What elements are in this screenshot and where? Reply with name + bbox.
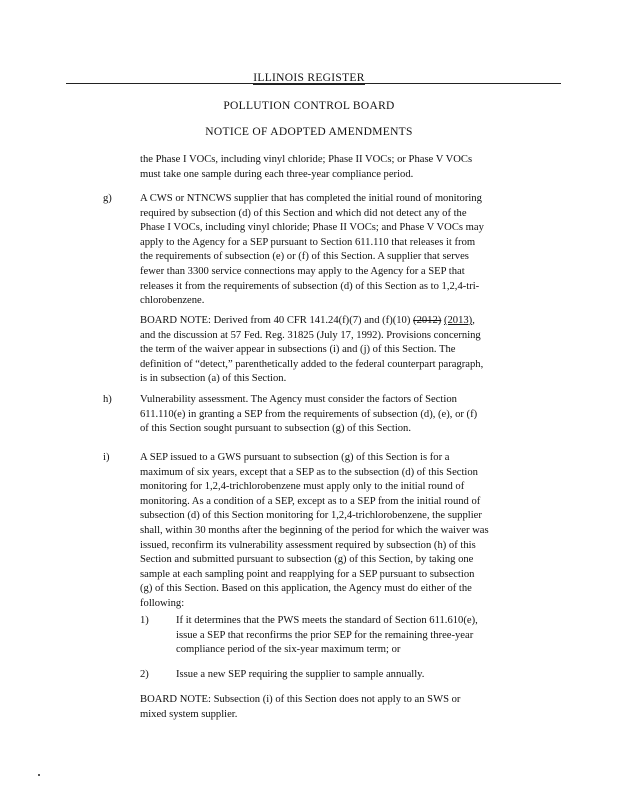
text-line: issue a SEP that reconfirms the prior SEP for the remaining three-year [176, 629, 474, 641]
register-title: ILLINOIS REGISTER [253, 72, 365, 84]
board-title: POLLUTION CONTROL BOARD [223, 100, 395, 112]
text-line: Section and submitted pursuant to subsection (g) of this Section, by taking one [140, 554, 474, 566]
text-line: maximum of six years, except that a SEP as to the subsection (d) of this Section [140, 466, 478, 478]
text-line: Issue a new SEP requiring the supplier to sample annually. [176, 669, 425, 680]
text-line: required by subsection (d) of this Section and which did not detect any of the [140, 207, 467, 219]
text-line: and the discussion at 57 Fed. Reg. 31825 (July 17, 1992). Provisions concerning [140, 329, 481, 341]
inserted-text: (2013) [443, 315, 473, 326]
struck-text: (2012) [413, 315, 442, 326]
text-line: BOARD NOTE: Derived from 40 CFR 141.24(f)(7) and (f)(10) (2012) (2013), [140, 315, 475, 326]
item-2-label: 2) [140, 669, 149, 680]
text-line: following: [140, 597, 185, 609]
subsection-i-label: i) [103, 452, 110, 463]
text-line: the Phase I VOCs, including vinyl chloride; Phase II VOCs; or Phase V VOCs [140, 154, 473, 165]
text-line: the requirements of subsection (e) or (f) of this Section. A supplier that serves [140, 251, 469, 263]
text-line: mixed system supplier. [140, 708, 238, 720]
text-line: monitoring for 1,2,4-trichlorobenzene must apply only to the initial round of [140, 481, 465, 493]
text-line: monitoring. As a condition of a SEP, except as to a SEP from the initial round of [140, 495, 481, 507]
text-line: is in subsection (a) of this Section. [140, 373, 287, 385]
item-1-text [176, 614, 478, 658]
notice-title: NOTICE OF ADOPTED AMENDMENTS [205, 126, 413, 138]
text-line: Vulnerability assessment. The Agency must consider the factors of Section [140, 394, 457, 405]
item-1-label: 1) [140, 615, 149, 626]
text-line: A CWS or NTNCWS supplier that has completed the initial round of monitoring [140, 193, 482, 204]
text-line: issued, reconfirm its vulnerability assessment required by subsection (h) of this [140, 539, 476, 551]
text-line: shall, within 30 months after the beginning of the period for which the waiver was [140, 524, 489, 536]
text-line: releases it from the requirements of subsection (d) of this Section as to 1,2,4-tri- [140, 280, 480, 292]
subsection-g-label: g) [103, 193, 112, 204]
intro-paragraph [140, 153, 472, 182]
board-note-2 [140, 693, 460, 722]
subsection-g-text [140, 192, 484, 309]
text-line: of this Section sought pursuant to subsection (g) of this Section. [140, 423, 411, 435]
text-line: definition of “detect,” parenthetically added to the federal counterpart paragraph, [140, 358, 484, 370]
item-2-text [176, 668, 424, 683]
text-line: subsection (d) of this Section monitoring for 1,2,4-trichlorobenzene, the supplier [140, 510, 482, 522]
text-line: apply to the Agency for a SEP pursuant to Section 611.110 that releases it from [140, 236, 476, 248]
text-line: sample at each sampling point and reapplying for a SEP pursuant to subsection [140, 568, 475, 580]
text-line: must take one sample during each three-year compliance period. [140, 168, 414, 180]
text-line: compliance period of the six-year maximum term; or [176, 644, 401, 656]
scan-speck [38, 774, 40, 776]
text-line: Phase I VOCs, including vinyl chloride; Phase II VOCs; and Phase V VOCs may [140, 222, 484, 234]
subsection-h-text [140, 393, 477, 437]
text-line: the term of the waiver appear in subsections (i) and (j) of this Section. The [140, 344, 456, 356]
text-line: BOARD NOTE: Subsection (i) of this Section does not apply to an SWS or [140, 694, 461, 705]
text-line: (g) of this Section. Based on this application, the Agency must do either of the [140, 583, 472, 595]
text-line: A SEP issued to a GWS pursuant to subsection (g) of this Section is for a [140, 452, 450, 463]
text-line: chlorobenzene. [140, 295, 205, 307]
board-note-1 [140, 314, 483, 387]
text-line: fewer than 3300 service connections may apply to the Agency for a SEP that [140, 265, 465, 277]
text-line: 611.110(e) in granting a SEP from the requirements of subsection (d), (e), or (f) [140, 408, 478, 420]
subsection-h-label: h) [103, 394, 112, 405]
subsection-i-text [140, 451, 489, 612]
text-line: If it determines that the PWS meets the standard of Section 611.610(e), [176, 615, 478, 626]
